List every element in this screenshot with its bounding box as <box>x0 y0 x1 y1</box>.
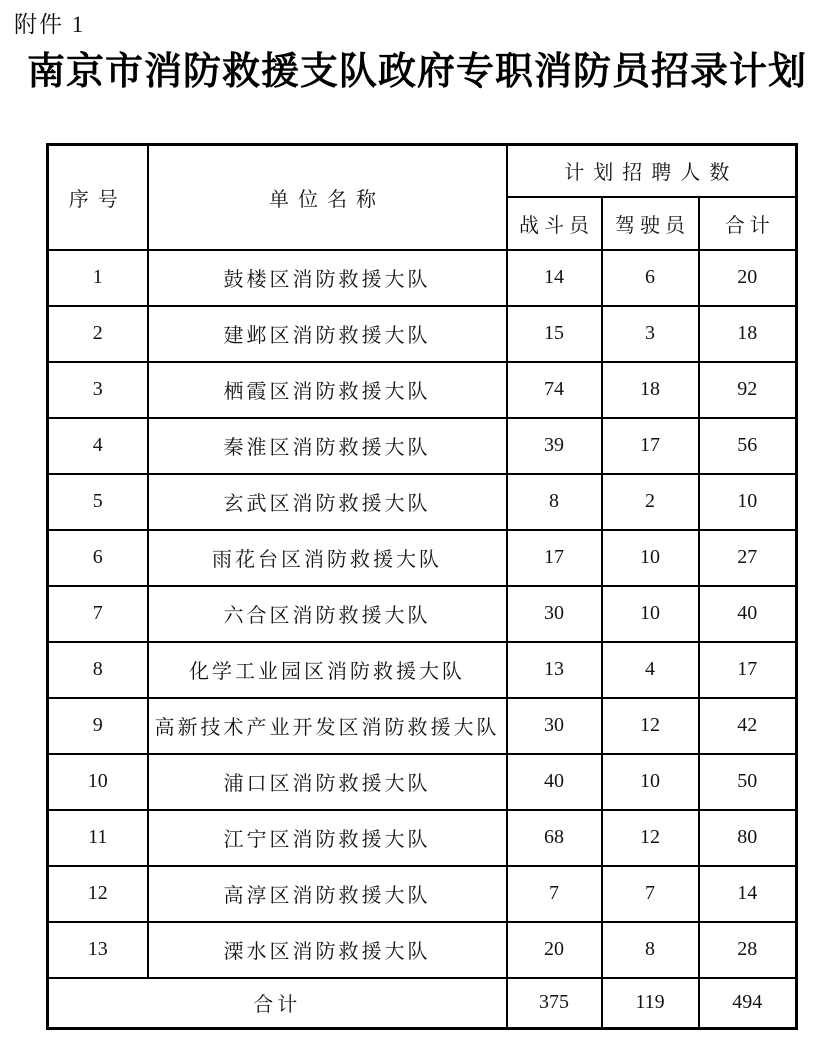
combatant-count: 40 <box>507 754 602 810</box>
total-count: 40 <box>699 586 797 642</box>
total-count: 28 <box>699 922 797 978</box>
combatant-count: 39 <box>507 418 602 474</box>
total-row <box>48 978 797 1029</box>
row-index: 2 <box>48 306 148 362</box>
total-count: 14 <box>699 866 797 922</box>
row-index: 5 <box>48 474 148 530</box>
table-row <box>48 586 797 642</box>
table-row <box>48 698 797 754</box>
header-unit-name: 单位名称 <box>148 145 507 250</box>
header-driver: 驾驶员 <box>602 197 699 250</box>
total-count: 20 <box>699 250 797 306</box>
driver-count: 10 <box>602 754 699 810</box>
combatant-count: 74 <box>507 362 602 418</box>
total-count: 42 <box>699 698 797 754</box>
total-count: 17 <box>699 642 797 698</box>
unit-name: 溧水区消防救援大队 <box>148 922 507 978</box>
page-title: 南京市消防救援支队政府专职消防员招录计划 <box>26 51 807 93</box>
row-index: 13 <box>48 922 148 978</box>
combatant-count: 7 <box>507 866 602 922</box>
table-row <box>48 306 797 362</box>
total-count: 50 <box>699 754 797 810</box>
total-count: 56 <box>699 418 797 474</box>
recruitment-plan-table <box>46 143 798 1030</box>
attachment-label: 附件 1 <box>14 12 86 37</box>
total-count: 27 <box>699 530 797 586</box>
combatant-count: 8 <box>507 474 602 530</box>
total-count: 10 <box>699 474 797 530</box>
row-index: 8 <box>48 642 148 698</box>
unit-name: 秦淮区消防救援大队 <box>148 418 507 474</box>
unit-name: 浦口区消防救援大队 <box>148 754 507 810</box>
combatant-count: 30 <box>507 586 602 642</box>
header-row-group <box>48 145 797 197</box>
row-index: 9 <box>48 698 148 754</box>
total-overall-count: 494 <box>699 978 797 1029</box>
row-index: 12 <box>48 866 148 922</box>
unit-name: 建邺区消防救援大队 <box>148 306 507 362</box>
header-total: 合计 <box>699 197 797 250</box>
row-index: 11 <box>48 810 148 866</box>
table-row <box>48 362 797 418</box>
row-index: 6 <box>48 530 148 586</box>
header-plan-group: 计划招聘人数 <box>507 145 797 197</box>
row-index: 7 <box>48 586 148 642</box>
unit-name: 六合区消防救援大队 <box>148 586 507 642</box>
driver-count: 17 <box>602 418 699 474</box>
driver-count: 6 <box>602 250 699 306</box>
table-row <box>48 866 797 922</box>
combatant-count: 20 <box>507 922 602 978</box>
unit-name: 鼓楼区消防救援大队 <box>148 250 507 306</box>
total-row-label: 合计 <box>48 978 507 1029</box>
total-driver-count: 119 <box>602 978 699 1029</box>
unit-name: 高新技术产业开发区消防救援大队 <box>148 698 507 754</box>
table-row <box>48 418 797 474</box>
total-combatant-count: 375 <box>507 978 602 1029</box>
row-index: 4 <box>48 418 148 474</box>
driver-count: 10 <box>602 530 699 586</box>
unit-name: 栖霞区消防救援大队 <box>148 362 507 418</box>
table-row <box>48 250 797 306</box>
driver-count: 7 <box>602 866 699 922</box>
row-index: 1 <box>48 250 148 306</box>
driver-count: 12 <box>602 810 699 866</box>
row-index: 3 <box>48 362 148 418</box>
unit-name: 化学工业园区消防救援大队 <box>148 642 507 698</box>
unit-name: 玄武区消防救援大队 <box>148 474 507 530</box>
unit-name: 高淳区消防救援大队 <box>148 866 507 922</box>
unit-name: 江宁区消防救援大队 <box>148 810 507 866</box>
total-count: 92 <box>699 362 797 418</box>
header-index: 序号 <box>48 145 148 250</box>
row-index: 10 <box>48 754 148 810</box>
combatant-count: 17 <box>507 530 602 586</box>
table-row <box>48 810 797 866</box>
combatant-count: 13 <box>507 642 602 698</box>
driver-count: 12 <box>602 698 699 754</box>
table-row <box>48 474 797 530</box>
table-row <box>48 642 797 698</box>
driver-count: 3 <box>602 306 699 362</box>
driver-count: 4 <box>602 642 699 698</box>
table-row <box>48 922 797 978</box>
driver-count: 8 <box>602 922 699 978</box>
driver-count: 10 <box>602 586 699 642</box>
combatant-count: 30 <box>507 698 602 754</box>
table-row <box>48 754 797 810</box>
combatant-count: 14 <box>507 250 602 306</box>
combatant-count: 15 <box>507 306 602 362</box>
total-count: 18 <box>699 306 797 362</box>
header-combatant: 战斗员 <box>507 197 602 250</box>
combatant-count: 68 <box>507 810 602 866</box>
total-count: 80 <box>699 810 797 866</box>
driver-count: 18 <box>602 362 699 418</box>
unit-name: 雨花台区消防救援大队 <box>148 530 507 586</box>
table-row <box>48 530 797 586</box>
driver-count: 2 <box>602 474 699 530</box>
